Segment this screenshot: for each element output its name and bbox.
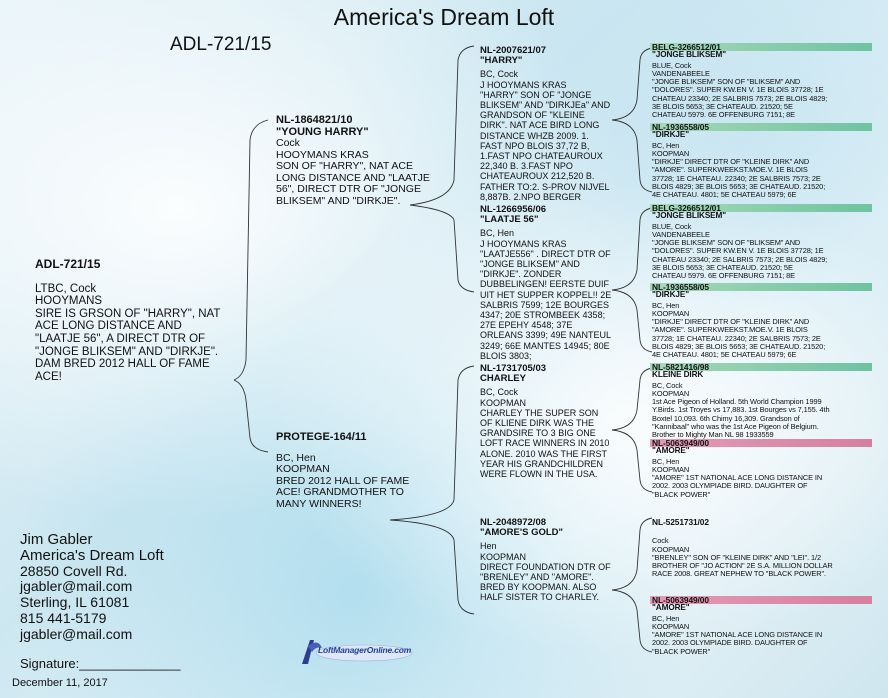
gen2-line: YEAR HIS GRANDCHILDREN [480, 458, 604, 469]
logo-text: LoftManagerOnline.com [318, 645, 412, 655]
gen2-line: 1.FAST NPO CHATEAUROUX [480, 151, 603, 162]
gen2-line: CHARLEY THE SUPER SON [480, 407, 599, 418]
contact-block [20, 532, 164, 643]
print-date: December 11, 2017 [12, 677, 108, 689]
gen2-line: "HARRY" SON OF "JONGE [480, 89, 592, 100]
gen2-line: OF KLIENE DIRK WAS THE [480, 418, 595, 429]
contact-email[interactable]: jgabler@mail.com [20, 578, 133, 595]
gen3-line: BLOIS 4829; 3E BLOIS 5653; 3E CHATEAUD. 21520; [652, 342, 826, 352]
gen3-line: "BRENLEY" SON OF "KLEINE DIRK" AND "LEI". 1/2 [652, 552, 821, 562]
dam-line: BC, Hen [276, 451, 316, 464]
gen3-line: "JONGE BLIKSEM" SON OF "BLIKSEM" AND [652, 238, 801, 248]
gen3-line: "AMORE" 1ST NATIONAL ACE LONG DISTANCE IN [652, 473, 823, 483]
dam-line: MANY WINNERS! [276, 497, 362, 510]
gen3-line: CHATEAU 23340; 2E SALBRIS 7573; 2E BLOIS 4829; [652, 254, 828, 264]
gen2-line: "BRENLEY" AND "AMORE". [480, 572, 594, 583]
gen3-line: "AMORE". SUPERKWEEKST.MOE.V. 1E BLOIS [652, 165, 808, 175]
gen3-line: RACE 2008. GREAT NEPHEW TO "BLACK POWER". [652, 569, 826, 579]
gen2-bird-0 [480, 46, 640, 202]
gen3-line: "BLACK POWER" [652, 646, 711, 656]
loftmanager-logo [298, 634, 416, 670]
gen3-band: NL-1936558/05 [650, 123, 872, 131]
gen3-bird-6 [652, 518, 872, 579]
gen3-line: BLUE, Cock [652, 60, 692, 70]
gen3-line: KOOPMAN [652, 544, 690, 554]
gen2-name: "LAATJE 56" [480, 214, 539, 226]
gen2-line: BC, Cock [480, 387, 519, 398]
contact-email-2[interactable]: jgabler@mail.com [20, 625, 133, 642]
dam-line: BRED 2012 HALL OF FAME [276, 474, 410, 487]
gen3-line: 2002. 2003 OLYMPIADE BIRD. DAUGHTER OF [652, 638, 808, 648]
gen3-bird-3 [652, 283, 872, 360]
subject-line: "JONGE BLIKSEM" AND "DIRKJE". [35, 345, 219, 358]
sire-line: SON OF "HARRY", NAT ACE [276, 160, 413, 172]
sire-line: 56", DIRECT DTR OF "JONGE [276, 183, 421, 195]
gen2-name: "HARRY" [480, 55, 523, 67]
page-title: America's Dream Loft [333, 4, 555, 30]
gen2-line: ORLEANS 3399; 49E NANTEUL [480, 330, 612, 341]
gen2-bird-1 [480, 205, 640, 361]
gen2-line: "JONGE BLIKSEM" AND [480, 259, 580, 270]
subject-line: LTBC, Cock [35, 282, 97, 295]
gen3-line: Brother to Mighty Man NL 98 1933559 [652, 430, 774, 440]
gen2-line: UIT HET SUPPER KOPPEL!! 2E [480, 289, 612, 300]
gen2-line: FATHER TO:2. S-PROV NIJVEL [480, 181, 610, 192]
sire-line: LONG DISTANCE AND "LAATJE [276, 171, 430, 184]
gen3-line: Boxtel 10,093. 6th Chimy 16,309. Grandson of [652, 413, 800, 423]
gen2-band: NL-2007621/07 [480, 45, 547, 56]
gen2-line: 3249; 66E MANTES 14945; 80E [480, 340, 610, 351]
subject-line: ACE LONG DISTANCE AND [35, 320, 182, 333]
gen3-line: "DOLORES". SUPER KW.EN V. 1E BLOIS 37728; 1E [652, 85, 824, 95]
gen3-line: "Kannibaal" who was the 1st Ace Pigeon of Belgium. [652, 422, 819, 432]
gen3-line: 3E BLOIS 5653; 3E CHATEAUD. 21520; 5E [652, 102, 793, 112]
gen3-line: VANDENABEELE [652, 229, 710, 239]
gen3-line: 4E CHATEAU. 4801; 5E CHATEAU 5979; 6E [652, 190, 797, 200]
gen3-name: "AMORE" [652, 446, 690, 456]
gen3-line: "DIRKJE" DIRECT DTR OF "KLEINE DIRK" AND [652, 157, 810, 167]
gen2-line: J HOOYMANS KRAS [480, 238, 567, 249]
dam-band: PROTEGE-164/11 [276, 431, 367, 443]
gen2-line: KOOPMAN [480, 551, 527, 562]
gen2-line: 22,340 B. 3.FAST NPO [480, 161, 573, 172]
gen3-line: "AMORE". SUPERKWEEKST.MOE.V. 1E BLOIS [652, 325, 808, 335]
gen3-name: "DIRKJE" [652, 290, 689, 300]
gen3-band: BELG-3266512/01 [650, 43, 872, 51]
sire-bird [276, 115, 456, 207]
gen3-band: NL-5821416/98 [650, 363, 872, 371]
gen3-name [652, 526, 872, 534]
gen3-line: "BLACK POWER" [652, 489, 711, 499]
gen2-band: NL-1731705/03 [480, 363, 547, 374]
gen2-line: 8,887B. 2.NPO BERGER [480, 191, 582, 202]
subject-band: ADL-721/15 [35, 257, 101, 271]
dam-bird [276, 432, 451, 510]
gen2-line: BC, Cock [480, 69, 519, 80]
gen2-line: 4347; 20E STROMBEEK 4358; [480, 310, 606, 321]
gen3-line: "JONGE BLIKSEM" SON OF "BLIKSEM" AND [652, 77, 801, 87]
gen3-bird-0 [652, 43, 872, 120]
gen3-line: BC, Hen [652, 613, 680, 623]
gen2-name: CHARLEY [480, 373, 526, 385]
gen3-line: BC, Hen [652, 140, 680, 150]
subject-line: ACE! [35, 370, 62, 383]
gen3-line: BC, Cock [652, 380, 683, 390]
sire-line: Cock [276, 137, 300, 149]
gen3-line: KOOPMAN [652, 464, 690, 474]
gen2-line: BC, Hen [480, 228, 515, 239]
gen3-line: Y.Birds. 1st Troyes vs 17,883. 1st Bourges vs 7,155. 4th [652, 405, 830, 415]
gen2-line: J HOOYMANS KRAS [480, 79, 567, 90]
gen3-bird-2 [652, 204, 872, 281]
gen2-line: "LAATJE556" . DIRECT DTR OF [480, 248, 611, 259]
gen3-line: KOOPMAN [652, 388, 690, 398]
gen3-line: VANDENABEELE [652, 68, 710, 78]
gen2-line: DISTANCE WHZB 2009. 1. [480, 130, 589, 141]
gen2-line: SALBRIS 7599; 12E BOURGES [480, 299, 610, 310]
gen3-line: 37728; 1E CHATEAU. 22340; 2E SALBRIS 7573; 2E [652, 333, 821, 343]
sire-line: BLIKSEM" AND "DIRKJE". [276, 194, 401, 207]
gen3-line: CHATEAU 5979. 6E OFFENBURG 7151; 8E [652, 271, 795, 281]
gen3-line: "DIRKJE" DIRECT DTR OF "KLEINE DIRK" AND [652, 317, 810, 327]
gen2-line: "DIRKJE". ZONDER [480, 269, 562, 280]
gen3-band: NL-1936558/05 [650, 283, 872, 291]
gen2-band: NL-2048972/08 [480, 517, 547, 528]
gen2-bird-2 [480, 364, 640, 479]
gen3-line: BLOIS 4829; 3E BLOIS 5653; 3E CHATEAUD. 21520; [652, 182, 826, 192]
gen2-name: "AMORE'S GOLD" [480, 527, 564, 539]
gen2-line: DIRK". NAT ACE BIRD LONG [480, 120, 600, 131]
gen3-line: "AMORE" 1ST NATIONAL ACE LONG DISTANCE IN [652, 630, 823, 640]
gen3-band: NL-5063949/00 [650, 596, 872, 604]
gen2-line: WERE FLOWN IN THE USA. [480, 469, 598, 480]
gen3-bird-4 [652, 363, 872, 440]
gen3-line: Cock [652, 536, 669, 546]
gen3-band: NL-5251731/02 [652, 517, 709, 527]
gen3-line: BC, Hen [652, 456, 680, 466]
gen2-line: DUBBELINGEN! EERSTE DUIF [480, 279, 610, 290]
dam-line: ACE! GRANDMOTHER TO [276, 486, 404, 498]
gen2-line: BLOIS 3803; [480, 350, 532, 361]
gen2-line: KOOPMAN [480, 397, 527, 408]
gen3-line: 1st Ace Pigeon of Holland. 5th World Champion 1999 [652, 397, 822, 407]
contact-city: Sterling, IL 61081 [20, 594, 130, 611]
gen2-line: CHATEAUROUX 212,520 B. [480, 171, 595, 182]
gen2-line: BLIKSEM" AND "DIRKJEa" AND [480, 100, 611, 111]
gen3-name: "JONGE BLIKSEM" [652, 50, 727, 60]
subject-line: "LAATJE 56", A DIRECT DTR OF [35, 332, 206, 345]
subject-line: SIRE IS GRSON OF "HARRY", NAT [35, 307, 221, 320]
gen3-line: CHATEAU 23340; 2E SALBRIS 7573; 2E BLOIS 4829; [652, 93, 828, 103]
sire-line: HOOYMANS KRAS [276, 148, 369, 161]
gen3-name: "DIRKJE" [652, 130, 689, 140]
contact-name: Jim Gabler [20, 531, 93, 548]
gen3-line: 37728; 1E CHATEAU. 22340; 2E SALBRIS 7573; 2E [652, 173, 821, 183]
gen3-line: 3E BLOIS 5653; 3E CHATEAUD. 21520; 5E [652, 263, 793, 273]
gen3-bird-7 [652, 596, 872, 656]
subject-line: HOOYMANS [35, 295, 103, 308]
contact-phone: 815 441-5179 [20, 609, 107, 626]
gen2-line: Hen [480, 541, 497, 552]
gen2-line: LOFT RACE WINNERS IN 2010 [480, 438, 610, 449]
registration-number: ADL-721/15 [170, 34, 272, 55]
gen3-band: NL-5063949/00 [650, 439, 872, 447]
gen3-line: BC, Hen [652, 300, 680, 310]
gen3-name: "JONGE BLIKSEM" [652, 211, 727, 221]
sire-name: "YOUNG HARRY" [276, 125, 369, 138]
subject-line: DAM BRED 2012 HALL OF FAME [35, 358, 210, 371]
gen2-line: BRED BY KOOPMAN. ALSO [480, 582, 597, 593]
gen3-name: KLEINE DIRK [652, 370, 704, 380]
contact-loft: America's Dream Loft [20, 546, 164, 564]
gen3-bird-1 [652, 123, 872, 200]
gen3-band: BELG-3266512/01 [650, 204, 872, 212]
gen2-line: ALONE. 2010 WAS THE FIRST [480, 448, 608, 459]
gen2-line: GRANDSON OF "KLEINE [480, 110, 585, 121]
gen3-line: 2002. 2003 OLYMPIADE BIRD. DAUGHTER OF [652, 481, 808, 491]
gen2-line: FAST NPO BLOIS 37,72 B, [480, 140, 590, 151]
gen2-line: GRANDSIRE TO 3 BIG ONE [480, 428, 596, 439]
gen3-line: KOOPMAN [652, 148, 690, 158]
gen2-line: HALF SISTER TO CHARLEY. [480, 592, 600, 603]
subject-bird [35, 258, 250, 383]
gen3-bird-5 [652, 439, 872, 499]
contact-address: 28850 Covell Rd. [20, 562, 128, 579]
gen3-line: BLUE, Cock [652, 221, 692, 231]
gen3-name: "AMORE" [652, 603, 690, 613]
gen2-line: 27E EPEHY 4548; 37E [480, 320, 573, 331]
gen2-bird-3 [480, 518, 640, 603]
gen2-line: DIRECT FOUNDATION DTR OF [480, 561, 611, 572]
gen3-line: BROTHER OF "JO ACTION" 2E S.A. MILLION DOLLAR [652, 561, 833, 571]
gen3-line: KOOPMAN [652, 308, 690, 318]
gen3-line: KOOPMAN [652, 621, 690, 631]
signature-line: Signature:______________ [20, 656, 181, 671]
gen3-line: 4E CHATEAU. 4801; 5E CHATEAU 5979; 6E [652, 350, 797, 360]
gen2-band: NL-1266956/06 [480, 204, 547, 215]
sire-band: NL-1864821/10 [276, 114, 353, 126]
gen3-line: "DOLORES". SUPER KW.EN V. 1E BLOIS 37728; 1E [652, 246, 824, 256]
dam-line: KOOPMAN [276, 463, 330, 475]
gen3-line: CHATEAU 5979. 6E OFFENBURG 7151; 8E [652, 110, 795, 120]
